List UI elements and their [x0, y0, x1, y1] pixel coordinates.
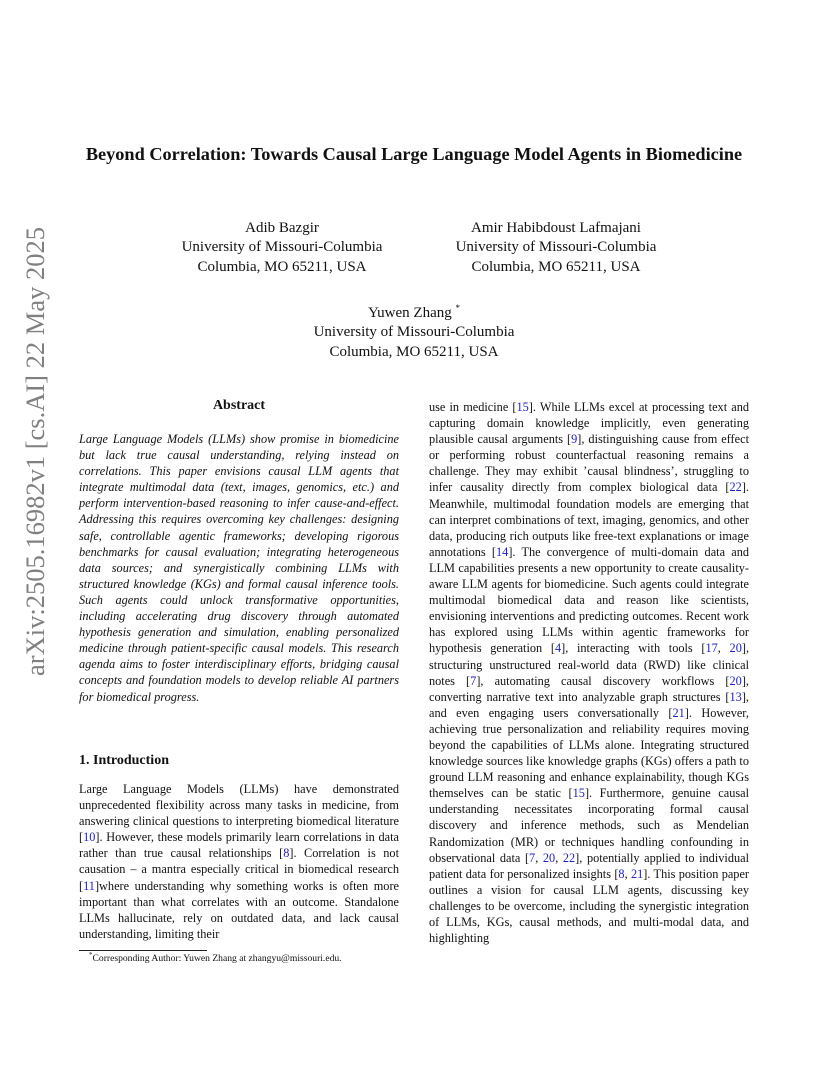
citation-link[interactable]: 21 [672, 705, 685, 720]
citation-link[interactable]: 8 [618, 866, 625, 881]
abstract-heading: Abstract [212, 398, 266, 413]
citation-link[interactable]: 20 [729, 641, 742, 656]
footnote-mark: * [89, 950, 93, 959]
paper-title: Beyond Correlation: Towards Causal Large Language Model Agents in Biomedicine [85, 144, 743, 164]
abstract-text: Large Language Models (LLMs) show promise in biomedicine but lack true causal understanding, relying instead on correlations. This paper envisions causal LLM agents that integrate multimodal data (text, images, genomics, etc.) and perform intervention-based reasoning to infer cause-and-effect. Addressing this requires overcoming key challenges: designing safe, controllable agentic frameworks; developing rigorous benchmarks for causal evaluation; integrating heterogeneous data sources; and synergistically combining LLMs with structured knowledge (KGs) and formal causal inference tools. Such agents could unlock transformative opportunities, including accelerating drug discovery through automated hypothesis generation and simulation, enabling personalized medicine through patient-specific causal models. This research agenda aims to foster interdisciplinary efforts, bridging causal concepts and foundation models to develop reliable AI partners for biomedical progress. [79, 432, 399, 704]
citation-link[interactable]: 7 [470, 673, 477, 688]
citation-link[interactable]: 9 [571, 432, 578, 447]
author-affiliation: University of Missouri-Columbia [181, 239, 383, 256]
citation-link[interactable]: 15 [572, 786, 585, 801]
citation-link[interactable]: 21 [630, 866, 644, 881]
author-location: Columbia, MO 65211, USA [197, 258, 367, 275]
citation-link[interactable]: 22 [562, 850, 576, 865]
citation-link[interactable]: 8 [283, 846, 290, 861]
author-location: Columbia, MO 65211, USA [329, 343, 499, 360]
citation-link[interactable]: 4 [554, 641, 562, 656]
arxiv-side-stamp: arXiv:2505.16982v1 [cs.AI] 22 May 2025 [20, 227, 50, 676]
author-block [420, 219, 692, 277]
footnote-mark: * [455, 303, 460, 313]
author-name: Amir Habibdoust Lafmajani [471, 220, 641, 236]
citation-link[interactable]: 22 [729, 480, 742, 495]
citation-link[interactable]: 15 [516, 400, 529, 414]
citation-link[interactable]: 20 [542, 850, 556, 865]
author-affiliation: University of Missouri-Columbia [313, 324, 515, 341]
citation-link[interactable]: 10 [83, 830, 96, 845]
footnote-divider [79, 950, 207, 951]
citation-link[interactable]: 14 [496, 544, 509, 559]
footnote [79, 950, 399, 965]
author-location: Columbia, MO 65211, USA [471, 258, 641, 275]
citation-link[interactable]: 17 [705, 641, 718, 656]
author-name: Yuwen Zhang [368, 305, 452, 321]
right-column-text: use in medicine [15]. While LLMs excel at processing text and capturing domain knowledge implicitly, even generating plausible causal arguments [9], distinguishing cause from effect or performing robust counterfactual reasoning remains a challenge. They may exhibit ’causal blindness’, struggling to infer causality directly from complex biological data [22]. Meanwhile, multimodal foundation models are emerging that can interpret combinations of text, imaging, genomics, and other data, producing rich outputs like free-text explanations or image annotations [14]. The convergence of multi-domain data and LLM capabilities presents a new opportunity to create causality-aware LLM agents for biomedicine. Such agents could integrate multimodal biomedical data and reason like scientists, envisioning interventions and predicting outcomes. Recent work has explored using LLMs within agentic frameworks for hypothesis generation [4], interacting with tools [17, 20], structuring unstructured real-world data (RWD) like clinical notes [7], automating causal discovery workflows [20], converting narrative text into analyzable graph structures [13], and even engaging users conversationally [21]. However, achieving true personalization and reliability requires moving beyond the capabilities of LLMs alone. Integrating structured knowledge sources like knowledge graphs (KGs) offers a path to ground LLM reasoning and enhance explainability, though KGs themselves can be static [15]. Furthermore, genuine causal understanding necessitates incorporating formal causal discovery and inference methods, such as Mendelian Randomization (MR) or techniques handling confounding in observational data [7, 20, 22], potentially applied to individual patient data for personalized insights [8, 21]. This position paper outlines a vision for causal LLM agents, discussing key challenges to be overcome, including the synergistic integration of LLMs, KGs, causal methods, and multi-modal data, and highlighting [429, 400, 750, 946]
citation-link[interactable]: 7 [529, 850, 536, 865]
citation-link[interactable]: 20 [729, 673, 742, 688]
citation-link[interactable]: 13 [729, 689, 742, 704]
author-affiliation: University of Missouri-Columbia [455, 239, 657, 256]
author-block [160, 219, 404, 277]
footnote-text: Corresponding Author: Yuwen Zhang at zhangyu@missouri.edu. [92, 953, 342, 964]
author-name: Adib Bazgir [245, 220, 319, 236]
author-block [274, 304, 554, 362]
section-heading-introduction: 1. Introduction [79, 753, 169, 768]
author-name-line [274, 304, 554, 323]
introduction-text: Large Language Models (LLMs) have demonstrated unprecedented flexibility across many tasks in medicine, from answering clinical questions to interpreting biomedical literature [10]. However, these models primarily learn correlations in data rather than true causal relationships [8]. Correlation is not causation – a mantra especially critical in biomedical research [11]where understanding why something works is often more important than what correlates with an outcome. Standalone LLMs hallucinate, rely on outdated data, and lack causal understanding, limiting their [79, 782, 399, 941]
citation-link[interactable]: 11 [83, 878, 95, 893]
